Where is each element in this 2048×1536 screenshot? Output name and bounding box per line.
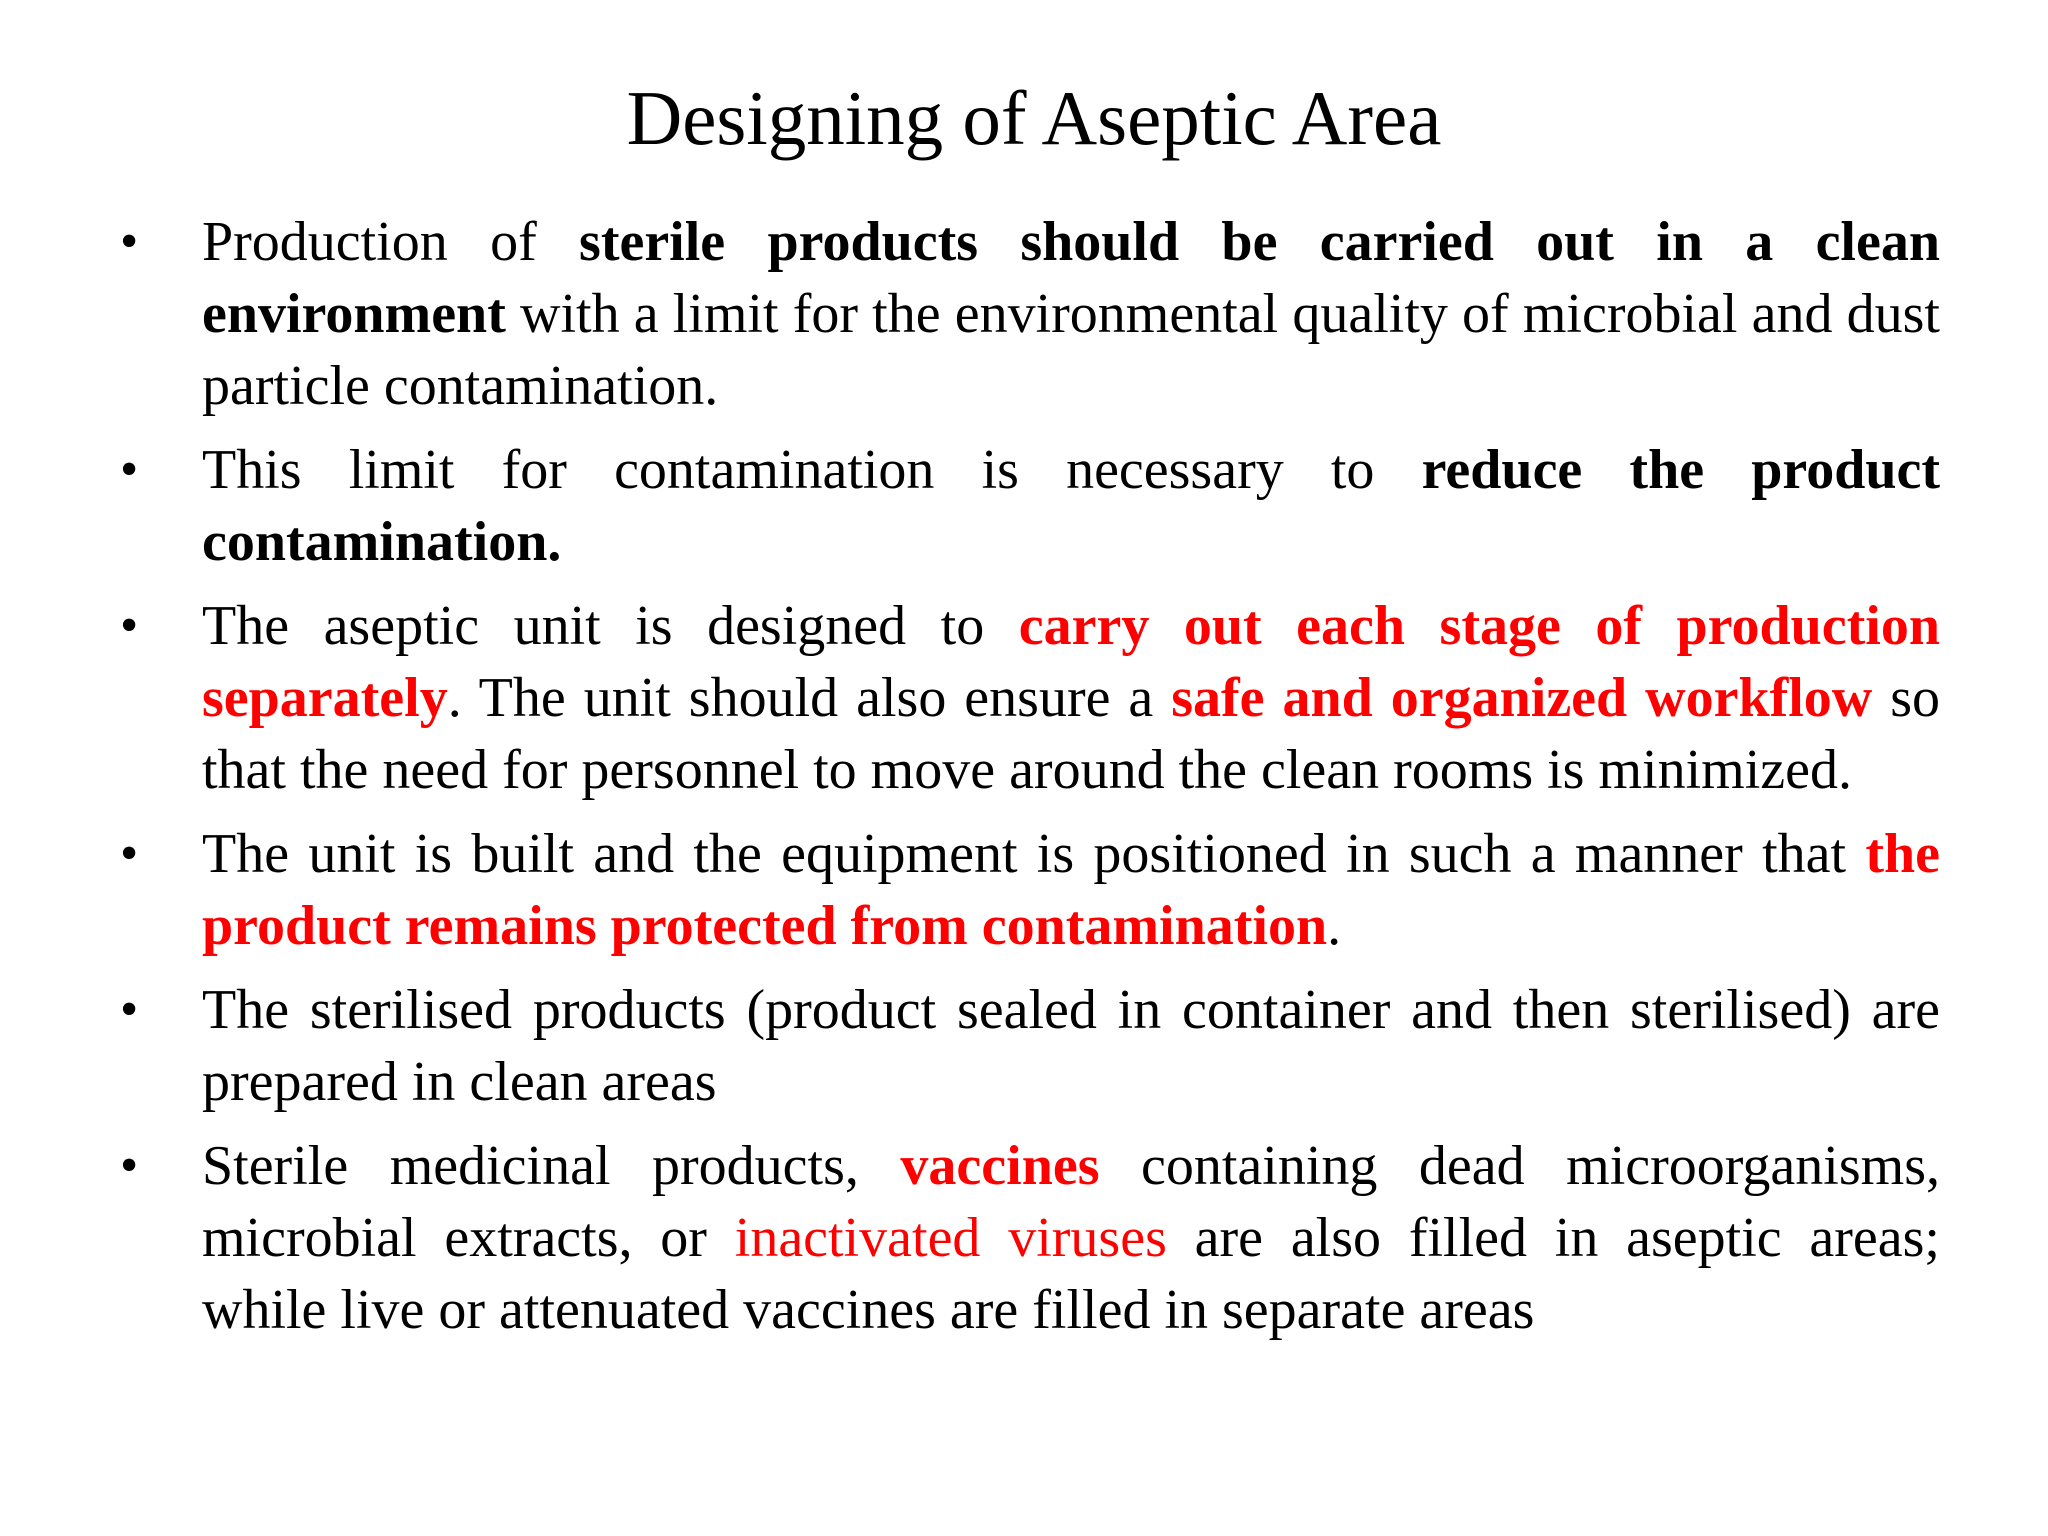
bullet-item — [0, 1130, 2048, 1346]
text-run: Sterile medicinal products, — [202, 1135, 901, 1197]
bullet-item — [0, 434, 2048, 578]
bullet-text — [202, 974, 1940, 1118]
bullet-marker: • — [120, 1137, 139, 1194]
bullet-item — [0, 974, 2048, 1118]
text-run-bold-red: the product remains protected from contamination — [202, 823, 1940, 957]
bullet-marker: • — [120, 441, 139, 498]
bullet-text — [202, 818, 1940, 962]
bullet-marker: • — [120, 825, 139, 882]
text-run: . — [1327, 895, 1342, 957]
text-run: Production of — [202, 211, 580, 273]
text-run: with a limit for the environmental quality of microbial and dust particle contamination. — [202, 283, 1940, 417]
text-run-bold: reduce the product contamination. — [202, 439, 1940, 573]
bullet-marker: • — [120, 213, 139, 270]
bullet-text — [202, 206, 1940, 422]
bullet-list — [0, 206, 2048, 1358]
bullet-marker: • — [120, 597, 139, 654]
text-run: The unit is built and the equipment is positioned in such a manner that — [202, 823, 1866, 885]
bullet-item — [0, 818, 2048, 962]
slide-title: Designing of Aseptic Area — [626, 75, 1442, 161]
text-run: The aseptic unit is designed to — [202, 595, 1019, 657]
text-run: are also filled in aseptic areas; while live or attenuated vaccines are filled in separate areas — [202, 1207, 1940, 1341]
text-run-bold-red: carry out each stage of production separately — [202, 595, 1940, 729]
bullet-text — [202, 590, 1940, 806]
text-run-red: inactivated viruses — [734, 1207, 1167, 1269]
bullet-marker: • — [120, 981, 139, 1038]
text-run: This limit for contamination is necessary to — [202, 439, 1422, 501]
text-run: The sterilised products (product sealed in container and then sterilised) are prepared in clean areas — [202, 979, 1940, 1113]
text-run-bold-red: vaccines — [900, 1135, 1100, 1197]
text-run: so that the need for personnel to move around the clean rooms is minimized. — [202, 667, 1940, 801]
text-run-bold-red: safe and organized workflow — [1171, 667, 1873, 729]
bullet-text — [202, 434, 1940, 578]
bullet-item — [0, 206, 2048, 422]
text-run-bold: sterile products should be carried out in a clean environment — [202, 211, 1940, 345]
text-run: . The unit should also ensure a — [447, 667, 1172, 729]
text-run: containing dead microorganisms, microbial extracts, or — [202, 1135, 1940, 1269]
bullet-item — [0, 590, 2048, 806]
bullet-text — [202, 1130, 1940, 1346]
